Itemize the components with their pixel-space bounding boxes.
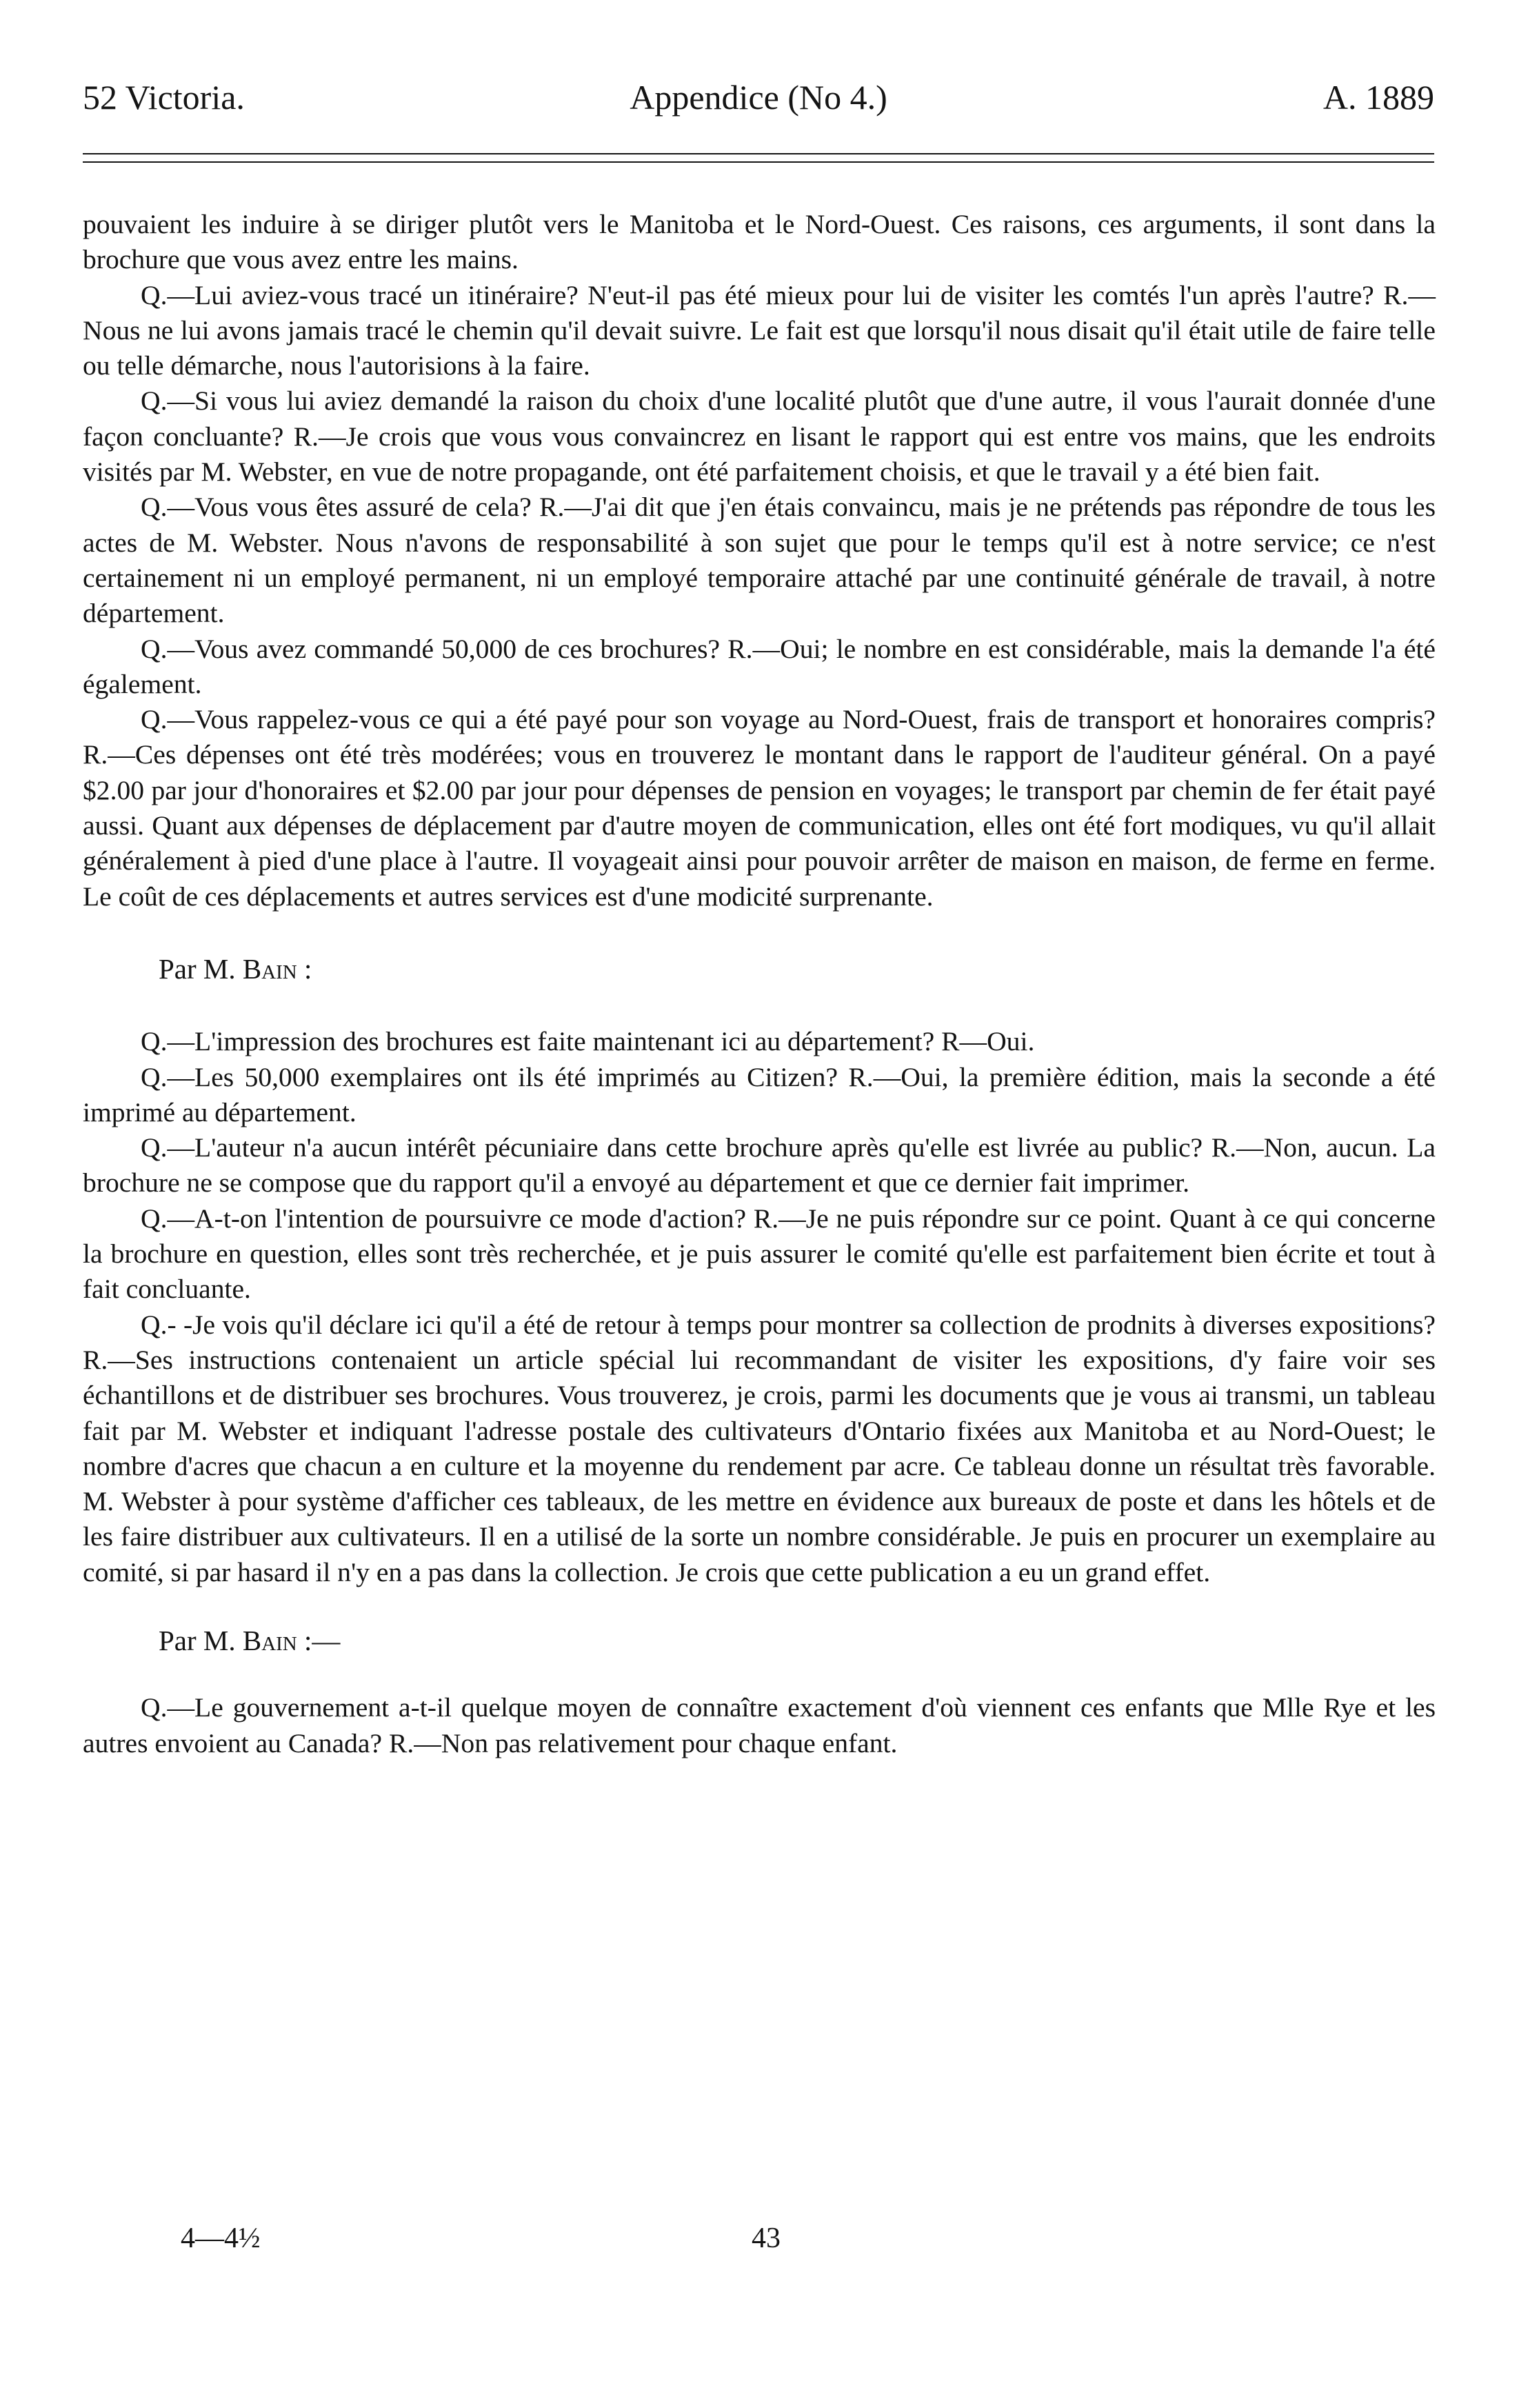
- paragraph: Q.—Lui aviez-vous tracé un itinéraire? N'eut-il pas été mieux pour lui de visiter les comtés l'un après l'autre? R.—Nous ne lui avons jamais tracé le chemin qu'il devait suivre. Le fait est que lorsqu'il nous disait qu'il était utile de faire telle ou telle démarche, nous l'autorisions à la faire.: [83, 279, 1436, 381]
- speaker-name: Bain: [242, 952, 297, 985]
- header-double-rule: [83, 153, 1434, 163]
- paragraph: Q.—L'auteur n'a aucun intérêt pécuniaire dans cette brochure après qu'elle est livrée au public? R.—Non, aucun. La brochure ne se compose que du rapport qu'il a envoyé au département et que ce dernier fait imprimer.: [83, 1132, 1436, 1198]
- speaker-name: Bain: [242, 1624, 297, 1656]
- signature-mark: 4—4½: [181, 2223, 261, 2254]
- running-head: [83, 73, 1434, 121]
- paragraph: Q.—L'impression des brochures est faite maintenant ici au département? R—Oui.: [141, 1026, 1035, 1057]
- speaker-suffix: :: [296, 952, 312, 985]
- speaker-prefix: Par M.: [159, 1624, 236, 1656]
- text-body: [83, 207, 1436, 1761]
- speaker-suffix: :—: [296, 1624, 341, 1656]
- header-appendix: Appendice (No 4.): [630, 78, 887, 117]
- paragraph: Q.—Vous vous êtes assuré de cela? R.—J'ai dit que j'en étais convaincu, mais je ne prétends pas répondre de tous les actes de M. Webster. Nous n'avons de responsabilité à son sujet que pour le temps qu'il est à notre service; ce n'est certainement ni un employé permanent, ni un employé temporaire attaché par une continuité générale de travail, à notre département.: [83, 492, 1436, 629]
- paragraph: pouvaient les induire à se diriger plutôt vers le Manitoba et le Nord-Ouest. Ces raisons, ces arguments, il sont dans la brochure que vous avez entre les mains.: [83, 209, 1436, 275]
- page-number: 43: [752, 2223, 781, 2254]
- paragraph: Q.- -Je vois qu'il déclare ici qu'il a été de retour à temps pour montrer sa collection de prodnits à diverses expositions? R.—Ses instructions contenaient un article spécial lui recommandant de visiter les expositions, d'y faire voir ses échantillons et de distribuer ses brochures. Vous trouverez, je crois, parmi les documents que je vous ai transmi, un tableau fait par M. Webster et indiquant l'adresse postale des cultivateurs d'Ontario fixées aux Manitoba et au Nord-Ouest; le nombre d'acres que chacun a en culture et la moyenne du rendement par acre. Ce tableau donne un résultat très favorable. M. Webster à pour système d'afficher ces tableaux, de les mettre en évidence aux bureaux de poste et dans les hôtels et de les faire distribuer aux cultivateurs. Il en a utilisé de la sorte un nombre considérable. Je puis en procurer un exemplaire au comité, si par hasard il n'y en a pas dans la collection. Je crois que cette publication a eu un grand effet.: [83, 1309, 1436, 1587]
- speaker-prefix: Par M.: [159, 952, 236, 985]
- speaker-heading: [83, 952, 1436, 987]
- header-year: A. 1889: [1323, 78, 1434, 117]
- page-footer: [0, 2218, 1528, 2259]
- speaker-heading: [83, 1623, 1436, 1658]
- paragraph: Q.—Les 50,000 exemplaires ont ils été imprimés au Citizen? R.—Oui, la première édition, mais la seconde a été imprimé au département.: [83, 1061, 1436, 1127]
- paragraph: Q.—Le gouvernement a-t-il quelque moyen de connaître exactement d'où viennent ces enfants que Mlle Rye et les autres envoient au Canada? R.—Non pas relativement pour chaque enfant.: [83, 1692, 1436, 1758]
- paragraph: Q.—A-t-on l'intention de poursuivre ce mode d'action? R.—Je ne puis répondre sur ce point. Quant à ce qui concerne la brochure en question, elles sont très recherchée, et je puis assurer le comité qu'elle est parfaitement bien écrite et tout à fait concluante.: [83, 1203, 1436, 1305]
- paragraph: Q.—Vous rappelez-vous ce qui a été payé pour son voyage au Nord-Ouest, frais de transport et honoraires compris? R.—Ces dépenses ont été très modérées; vous en trouverez le montant dans le rapport de l'auditeur général. On a payé $2.00 par jour d'honoraires et $2.00 par jour pour dépenses de pension en voyages; le transport par chemin de fer était payé aussi. Quant aux dépenses de déplacement par d'autre moyen de communication, elles ont été fort modiques, vu qu'il allait généralement à pied d'une place à l'autre. Il voyageait ainsi pour pouvoir arrêter de maison en maison, de ferme en ferme. Le coût de ces déplacements et autres services est d'une modicité surprenante.: [83, 704, 1436, 912]
- header-session: 52 Victoria.: [83, 78, 245, 117]
- paragraph: Q.—Vous avez commandé 50,000 de ces brochures? R.—Oui; le nombre en est considérable, mais la demande l'a été également.: [83, 633, 1436, 699]
- paragraph: Q.—Si vous lui aviez demandé la raison du choix d'une localité plutôt que d'une autre, il vous l'aurait donnée d'une façon concluante? R.—Je crois que vous vous convaincrez en lisant le rapport qui est entre vos mains, que les endroits visités par M. Webster, en vue de notre propagande, ont été parfaitement choisis, et que le travail y a été bien fait.: [83, 385, 1436, 488]
